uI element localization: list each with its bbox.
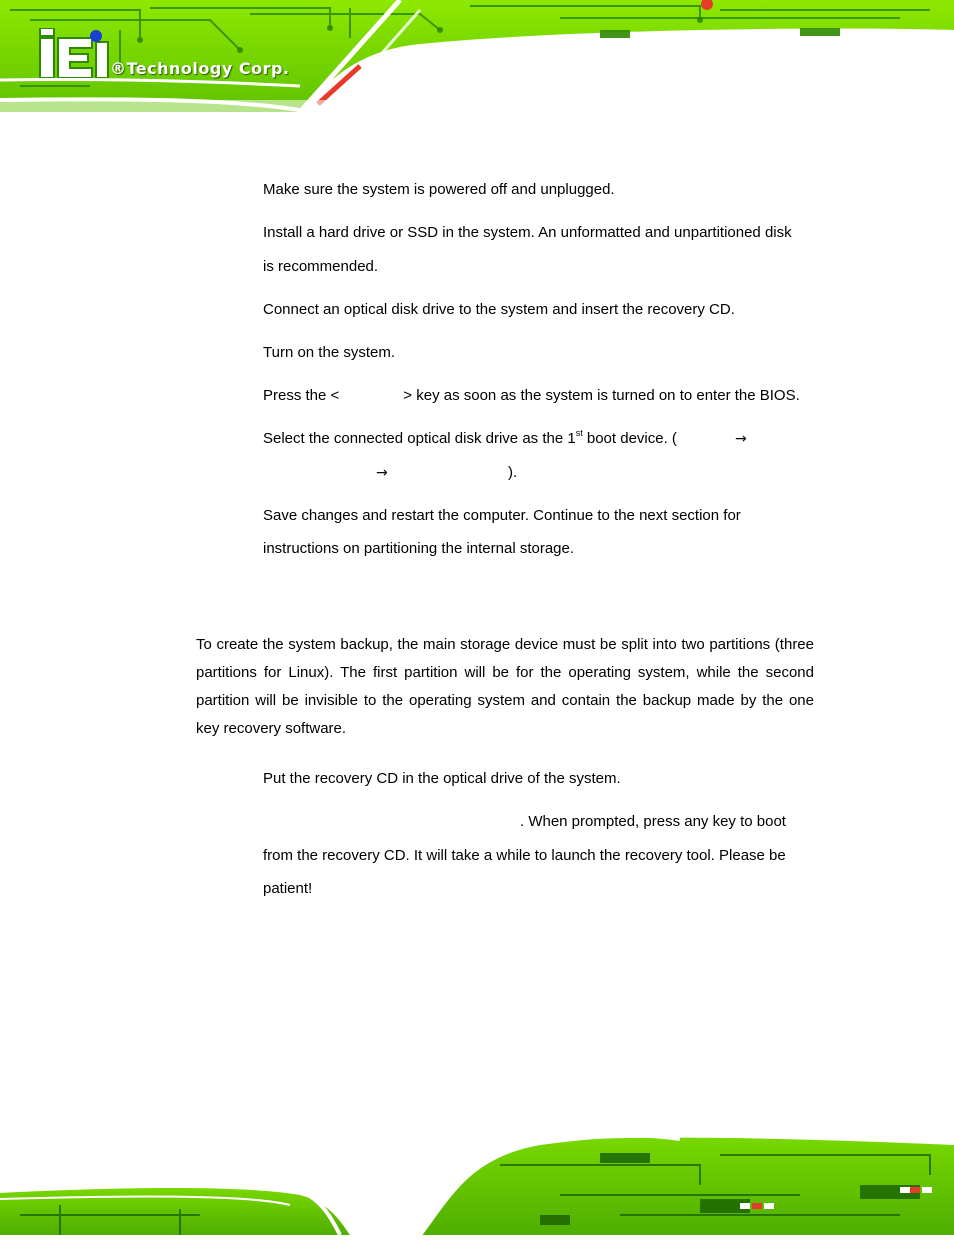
step-select-after: boot device. ( (582, 430, 677, 447)
company-name: ®Technology Corp. (110, 59, 290, 78)
header-banner (0, 0, 954, 112)
ordinal-suffix: st (575, 428, 583, 438)
partition-intro-paragraph: To create the system backup, the main storage device must be split into two partitions (three partitions for Linux). The first partition will be for the operating system, while the second partition will be invisible to the operating system and contain the backup made by the one key recovery software. (196, 636, 814, 737)
step-press-key (263, 387, 800, 405)
step-save-line2: instructions on partitioning the internal storage. (263, 540, 575, 557)
footer-banner (0, 1125, 954, 1235)
step-power-off: Make sure the system is powered off and unplugged. (263, 181, 615, 198)
step-connect-optical: Connect an optical disk drive to the system and insert the recovery CD. (263, 301, 735, 318)
step-press-after: > key as soon as the system is turned on to enter the BIOS. (403, 387, 800, 404)
step-put-cd: Put the recovery CD in the optical drive of the system. (263, 770, 621, 787)
circuit-board-footer-graphic (0, 1125, 954, 1235)
step-select-before: Select the connected optical disk drive as the 1 (263, 430, 576, 447)
step-boot-line1: . When prompted, press any key to boot (520, 813, 786, 830)
step-select-boot-line2-end: ). (508, 464, 518, 481)
step-install-drive-line2: is recommended. (263, 258, 379, 275)
arrow-right-icon: → (376, 465, 388, 481)
step-save-line1: Save changes and restart the computer. Continue to the next section for (263, 507, 741, 524)
step-turn-on: Turn on the system. (263, 344, 395, 361)
circuit-board-header-graphic (0, 0, 954, 112)
step-install-drive-line1: Install a hard drive or SSD in the system. An unformatted and unpartitioned disk (263, 224, 792, 241)
step-boot-line3: patient! (263, 880, 313, 897)
arrow-right-icon: → (735, 431, 747, 447)
step-select-boot-line1 (263, 430, 677, 448)
step-press-before: Press the < (263, 387, 340, 404)
step-boot-line2: from the recovery CD. It will take a while to launch the recovery tool. Please be (263, 847, 786, 864)
